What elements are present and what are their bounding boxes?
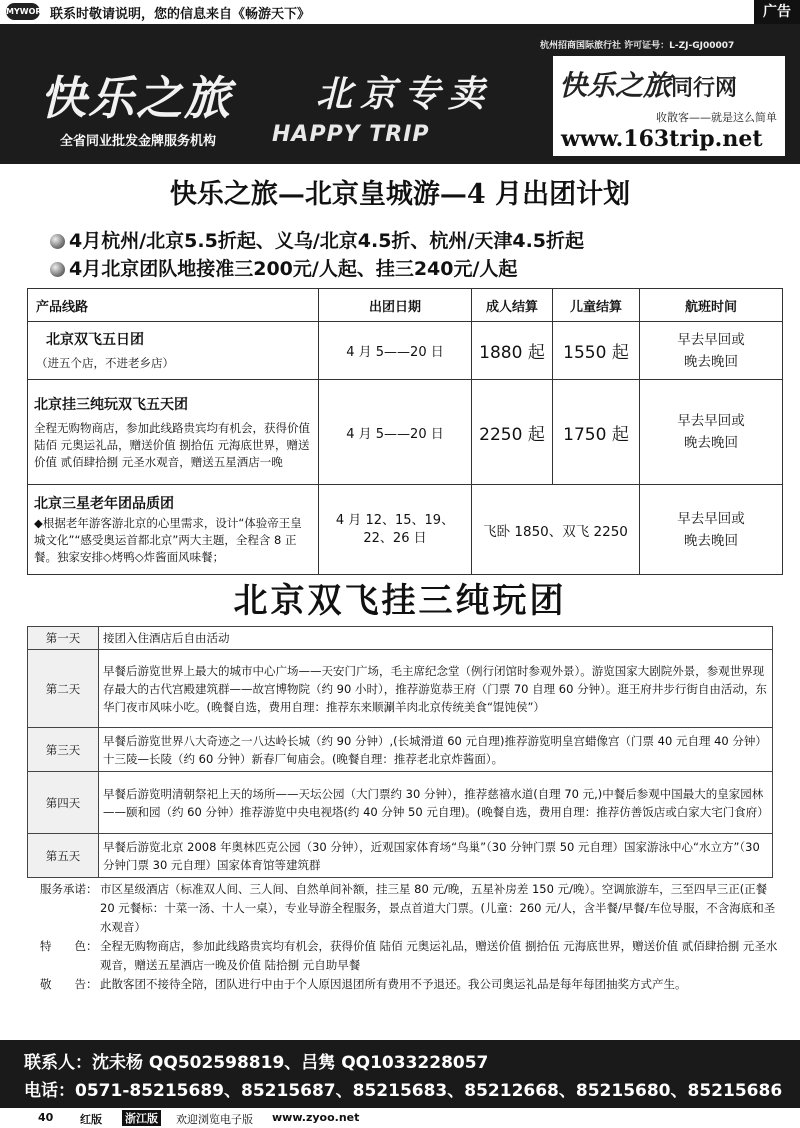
peer-network-net: 同行网 — [671, 76, 738, 101]
product-desc: （进五个店，不进老乡店） — [36, 356, 174, 370]
header-adult: 成人结算 — [472, 289, 553, 322]
brand-subtitle: 全省同业批发金牌服务机构 — [60, 134, 217, 149]
flight-cell — [640, 485, 783, 575]
itinerary-day: 第三天 — [28, 728, 99, 772]
service-row — [40, 880, 780, 937]
flight-cell — [640, 380, 783, 485]
table-row — [28, 322, 783, 380]
notice-text: 此散客团不接待全陪，团队进行中由于个人原因退团所有费用不予退还。我公司奥运礼品是每年每团抽奖方式产生。 — [100, 977, 687, 991]
dates-cell: 4 月 5——20 日 — [319, 322, 472, 380]
contact-persons: 联系人：沈未杨 QQ502598819、吕隽 QQ1033228057 — [24, 1053, 489, 1073]
header-dates: 出团日期 — [319, 289, 472, 322]
table-row — [28, 485, 783, 575]
itinerary-day: 第二天 — [28, 650, 99, 728]
service-notes — [40, 880, 780, 994]
peer-network-brand: 快乐之旅 — [559, 69, 672, 102]
notice-label: 敬 告： — [40, 977, 98, 991]
province-badge: 浙江版 — [122, 1110, 161, 1126]
itinerary-table — [27, 626, 773, 878]
mini-logo: MYWORLD — [6, 3, 40, 20]
header-flight: 航班时间 — [640, 289, 783, 322]
bullet-icon — [50, 234, 65, 249]
flight-line-2: 晚去晚回 — [684, 353, 738, 370]
child-price: 1750 起 — [553, 380, 640, 485]
happy-trip-logo: HAPPY TRIP — [272, 122, 430, 147]
flight-line-2: 晚去晚回 — [684, 435, 738, 451]
price-table — [27, 288, 783, 575]
product-cell — [28, 380, 319, 485]
main-title: 快乐之旅—北京皇城游—4 月出团计划 — [169, 179, 631, 210]
top-bar — [0, 0, 800, 24]
itinerary-row — [28, 627, 773, 650]
peer-network-title — [559, 64, 737, 104]
flight-line-1: 早去早回或 — [677, 510, 745, 527]
combined-price: 飞卧 1850、双飞 2250 — [472, 485, 640, 575]
product-cell — [28, 322, 319, 380]
edition-label: 红版 — [80, 1113, 102, 1126]
product-name: 北京挂三纯玩双飞五天团 — [34, 396, 188, 413]
header-product: 产品线路 — [28, 289, 319, 322]
promo-line-1 — [50, 226, 584, 253]
flight-cell — [640, 322, 783, 380]
header-child: 儿童结算 — [553, 289, 640, 322]
dates-cell: 4 月 12、15、19、22、26 日 — [319, 485, 472, 575]
product-name: 北京三星老年团品质团 — [34, 496, 174, 512]
promo-text-2: 4月北京团队地接准三200元/人起、挂三240元/人起 — [69, 258, 518, 280]
service-text: 市区星级酒店（标准双人间、三人间、自然单间补额，挂三星 80 元/晚，五星补房差 150 元/晚）。空调旅游车，三至四早三正(正餐 20 元餐标：十菜一汤、十人一桌），专业导游全程服务，景点首道大门票。(儿童：260 元/人，含半餐/早餐/车位导服，不含海底和圣水观音） — [100, 882, 776, 934]
page-number: 40 — [38, 1111, 54, 1124]
contact-phones: 电话：0571-85215689、85215687、85215683、85212668、85215680、85215686 — [24, 1081, 783, 1101]
product-name: 北京双飞五日团 — [46, 332, 144, 348]
itinerary-text: 早餐后游览北京 2008 年奥林匹克公园（30 分钟），近观国家体育场“鸟巢”（30 分钟门票 50 元自理）国家游泳中心“水立方”（30 分钟门票 30 元自理）国家体育馆等建筑群 — [99, 834, 773, 878]
itinerary-text: 接团入住酒店后自由活动 — [99, 627, 773, 650]
service-label: 服务承诺： — [40, 882, 98, 896]
welcome-text: 欢迎浏览电子版 — [176, 1113, 253, 1126]
license-text: 杭州招商国际旅行社 许可证号：L-ZJ-GJ00007 — [540, 41, 735, 51]
child-price: 1550 起 — [553, 322, 640, 380]
adult-price: 1880 起 — [472, 322, 553, 380]
itinerary-row — [28, 650, 773, 728]
table-row — [28, 380, 783, 485]
itinerary-text: 早餐后游览世界上最大的城市中心广场——天安门广场，毛主席纪念堂（例行闭馆时参观外景）。游览国家大剧院外景，参观世界现存最大的古代宫殿建筑群——故宫博物院（约 90 小时），推荐游览恭王府（门票 70 自理 60 分钟）。逛王府井步行街自由活动，东华门夜市风味小吃。(晚餐自选，费用自理：推荐东来顺涮羊肉北京传统美食“馄饨侯”） — [99, 650, 773, 728]
feature-row — [40, 937, 780, 975]
itinerary-text: 早餐后游览明清朝祭祀上天的场所——天坛公园（大门票约 30 分钟），推荐慈禧水道(自理 70 元,)中餐后参观中国最大的皇家园林——颐和园（约 60 分钟）推荐游览中央电视塔(约 40 分钟 50 元自理)。(晚餐自选，费用自理：推荐仿善饭店或白家大宅门食府） — [99, 772, 773, 834]
promo-line-2 — [50, 254, 517, 281]
flight-line-1: 早去早回或 — [677, 331, 745, 348]
itinerary-row — [28, 834, 773, 878]
itinerary-row — [28, 728, 773, 772]
feature-text: 全程无购物商店，参加此线路贵宾均有机会，获得价值 陆佰 元奥运礼品，赠送价值 捌拾伍 元海底世界，赠送价值 贰佰肆拾捌 元圣水观音，赠送五星酒店一晚及价值 陆拾捌 元自助早餐 — [100, 939, 778, 972]
peer-network-url[interactable]: www.163trip.net — [561, 126, 763, 152]
dates-cell: 4 月 5——20 日 — [319, 380, 472, 485]
flight-line-2: 晚去晚回 — [684, 532, 738, 549]
beijing-special-title: 北京专卖 — [316, 73, 493, 115]
brand-logo: 快乐之旅 — [40, 71, 232, 125]
itinerary-day: 第一天 — [28, 627, 99, 650]
itinerary-title: 北京双飞挂三纯玩团 — [233, 581, 567, 621]
notice-row — [40, 975, 780, 994]
site-link[interactable]: www.zyoo.net — [272, 1111, 360, 1124]
adult-price: 2250 起 — [472, 380, 553, 485]
product-desc: 全程无购物商店，参加此线路贵宾均有机会，获得价值 陆佰 元奥运礼品，赠送价值 捌拾伍 元海底世界，赠送价值 贰佰肆拾捌 元圣水观音，赠送五星酒店一晚 — [34, 420, 310, 469]
page-bottom-bar — [0, 1108, 800, 1128]
peer-network-box — [553, 56, 785, 156]
bullet-icon — [50, 262, 65, 277]
product-cell — [28, 485, 319, 575]
ad-label: 广告 — [754, 0, 800, 24]
price-table-header — [28, 289, 783, 322]
top-notice: 联系时敬请说明，您的信息来自《畅游天下》 — [50, 7, 311, 22]
promo-text-1: 4月杭州/北京5.5折起、义乌/北京4.5折、杭州/天津4.5折起 — [69, 230, 585, 252]
product-desc: ◆根据老年游客游北京的心里需求，设计“体验帝王皇城文化”“感受奥运首都北京”两大主题，全程含 8 正餐。独家安排◇烤鸭◇炸酱面风味餐； — [34, 516, 302, 564]
feature-label: 特 色： — [40, 939, 98, 953]
peer-network-slogan: 收散客——就是这么简单 — [656, 111, 777, 124]
itinerary-row — [28, 772, 773, 834]
itinerary-day: 第四天 — [28, 772, 99, 834]
flight-line-1: 早去早回或 — [677, 413, 745, 429]
itinerary-day: 第五天 — [28, 834, 99, 878]
itinerary-text: 早餐后游览世界八大奇迹之一八达岭长城（约 90 分钟）,(长城滑道 60 元自理)推荐游览明皇宫蜡像宫（门票 40 元自理 40 分钟）十三陵—长陵（约 60 分钟）新春厂甸庙会。(晚餐自理：推荐老北京炸酱面）。 — [99, 728, 773, 772]
